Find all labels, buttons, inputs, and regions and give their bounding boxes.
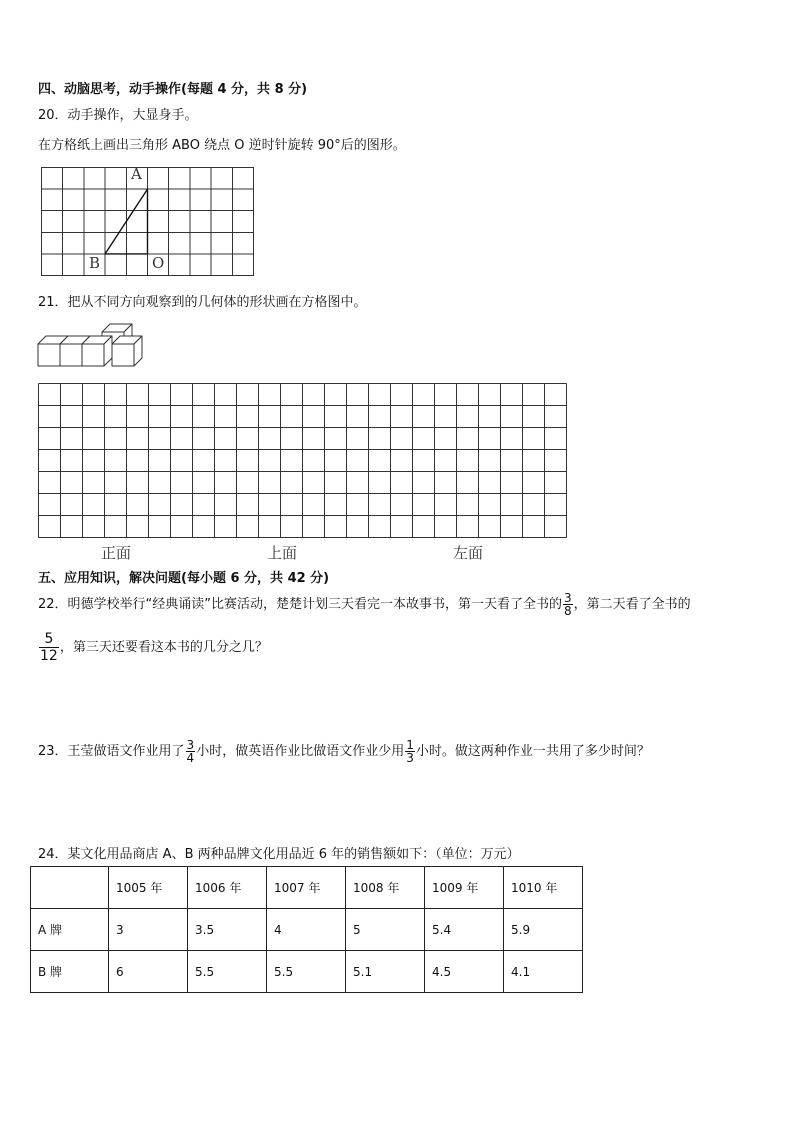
q23-text-part1: 23．王莹做语文作业用了: [38, 744, 185, 759]
table-header-cell: 1005 年: [109, 867, 188, 909]
table-header-cell: 1007 年: [267, 867, 346, 909]
q21-title: 21．把从不同方向观察到的几何体的形状画在方格图中。: [38, 295, 367, 310]
q22-line2: [38, 628, 268, 668]
table-cell: 4.5: [425, 951, 504, 993]
table-cell: 4: [267, 909, 346, 951]
q22-text-part1: 22．明德学校举行“经典诵读”比赛活动，楚楚计划三天看完一本故事书，第一天看了全书的: [38, 597, 563, 612]
table-header-cell: 1008 年: [346, 867, 425, 909]
fraction-denominator: 3: [406, 751, 414, 765]
table-header-cell: [31, 867, 109, 909]
view-front-label: 正面: [101, 544, 132, 562]
view-left-label: 左面: [453, 544, 484, 562]
table-cell: 5.1: [346, 951, 425, 993]
sales-table: [30, 866, 583, 993]
q22-fraction-1: [563, 592, 573, 617]
table-header-cell: 1009 年: [425, 867, 504, 909]
q23-line: [38, 736, 650, 768]
view-top-label: 上面: [267, 544, 298, 562]
table-header-cell: 1006 年: [188, 867, 267, 909]
q20-instruction: 在方格纸上画出三角形 ABO 绕点 O 逆时针旋转 90°后的图形。: [38, 138, 406, 153]
fraction-denominator: 4: [186, 751, 195, 765]
table-cell: 3: [109, 909, 188, 951]
point-b-label: B: [89, 254, 101, 272]
q24-text: 24．某文化用品商店 A、B 两种品牌文化用品近 6 年的销售额如下：（单位：万元）: [38, 847, 520, 862]
point-o-label: O: [152, 254, 165, 272]
table-cell: 3.5: [188, 909, 267, 951]
q22-text-part2: ，第二天看了全书的: [573, 597, 691, 612]
fraction-denominator: 8: [564, 604, 572, 618]
q23-text-part3: 小时。做这两种作业一共用了多少时间？: [415, 744, 650, 759]
section-4-heading: 四、动脑思考，动手操作(每题 4 分，共 8 分): [38, 82, 308, 97]
q22-text-part3: ，第三天还要看这本书的几分之几？: [59, 640, 268, 655]
fraction-numerator: 1: [406, 738, 414, 752]
section-5-heading: 五、应用知识，解决问题(每小题 6 分，共 42 分): [38, 571, 330, 586]
q23-text-part2: 小时，做英语作业比做语文作业少用: [196, 744, 405, 759]
q23-fraction-1: [186, 739, 196, 764]
cube-solid-figure: [36, 318, 154, 374]
table-header-row: [31, 867, 583, 909]
table-cell: 5: [346, 909, 425, 951]
fraction-numerator: 3: [564, 591, 572, 605]
q22-fraction-2: [39, 631, 59, 664]
q20-title: 20．动手操作，大显身手。: [38, 108, 198, 123]
table-row: [31, 951, 583, 993]
table-cell: 5.5: [267, 951, 346, 993]
rotation-grid: [38, 164, 256, 278]
table-cell: 5.5: [188, 951, 267, 993]
table-cell: 5.4: [425, 909, 504, 951]
q23-fraction-2: [405, 739, 415, 764]
table-cell: 6: [109, 951, 188, 993]
table-header-cell: 1010 年: [504, 867, 583, 909]
table-cell: 4.1: [504, 951, 583, 993]
fraction-numerator: 5: [44, 631, 54, 647]
table-row: [31, 909, 583, 951]
fraction-numerator: 3: [186, 738, 195, 752]
fraction-denominator: 12: [40, 648, 58, 664]
point-a-label: A: [131, 165, 142, 183]
views-grid: [36, 381, 570, 541]
table-cell: B 牌: [31, 951, 109, 993]
table-cell: A 牌: [31, 909, 109, 951]
table-cell: 5.9: [504, 909, 583, 951]
q22-line1: [38, 590, 691, 620]
